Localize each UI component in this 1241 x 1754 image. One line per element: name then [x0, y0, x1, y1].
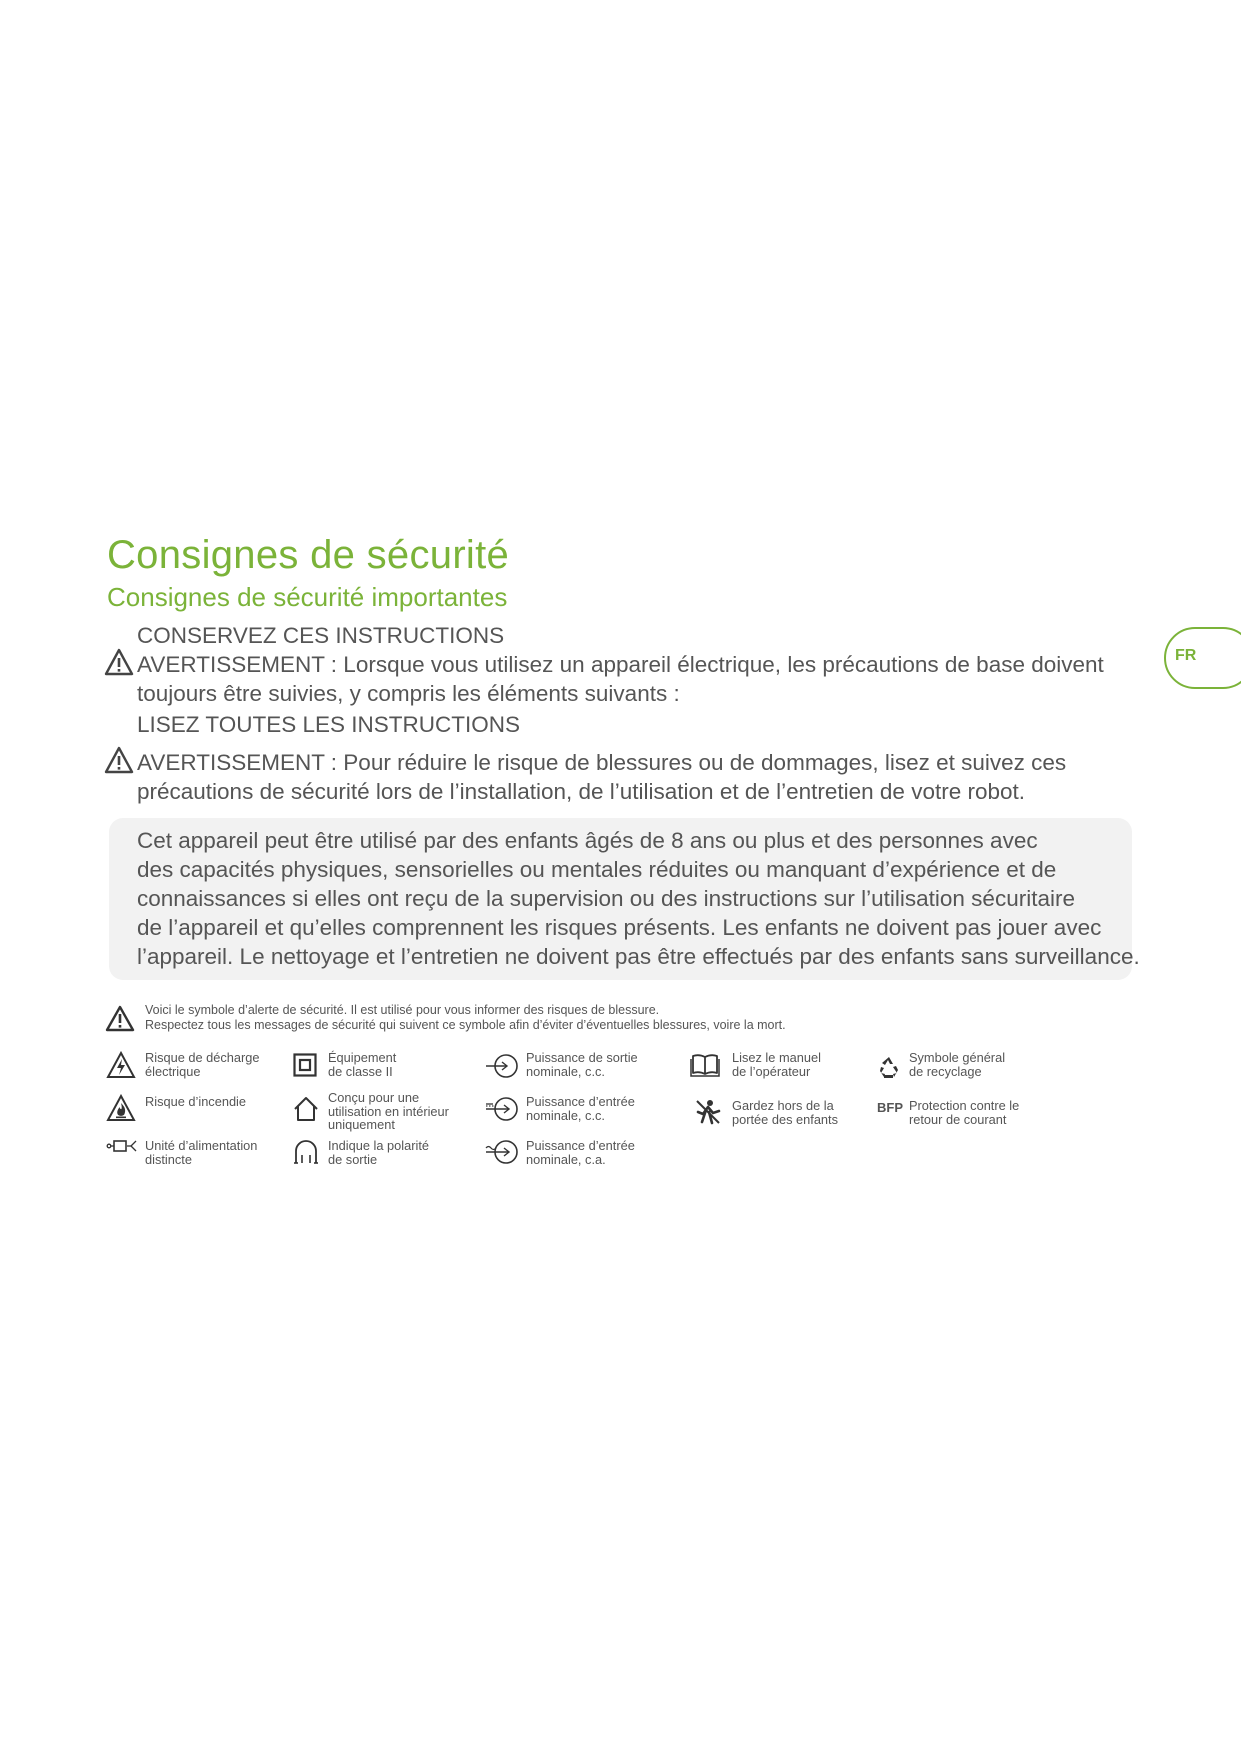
notice-line: l’appareil. Le nettoyage et l’entretien ne doivent pas être effectués par des enfants sans surveillance. — [137, 944, 1140, 969]
notice-line: connaissances si elles ont reçu de la supervision ou des instructions sur l’utilisation sécuritaire — [137, 886, 1075, 911]
symbol-label: Conçu pour une utilisation en intérieur uniquement — [328, 1090, 449, 1132]
symbol-label: Risque d’incendie — [145, 1094, 247, 1109]
page-subtitle: Consignes de sécurité importantes — [107, 582, 508, 612]
symbol-label: Puissance de sortie nominale, c.c. — [526, 1050, 638, 1079]
read-all-heading: LISEZ TOUTES LES INSTRUCTIONS — [137, 712, 520, 737]
safety-alert-text: Respectez tous les messages de sécurité qui suivent ce symbole afin d’éviter d’éventuelles blessures, voire la mort. — [145, 1018, 786, 1032]
electric-shock-warning-icon — [106, 1051, 136, 1079]
dc-input-icon — [484, 1096, 520, 1122]
notice-line: Cet appareil peut être utilisé par des enfants âgés de 8 ans ou plus et des personnes avec — [137, 828, 1038, 853]
page-title: Consignes de sécurité — [107, 533, 510, 577]
output-polarity-icon — [293, 1139, 319, 1165]
language-tab-label: FR — [1175, 647, 1197, 664]
bfp-icon: BFP — [877, 1100, 903, 1115]
keep-away-children-icon — [694, 1098, 722, 1126]
class-ii-equipment-icon — [293, 1053, 317, 1077]
recycling-icon — [876, 1054, 902, 1080]
warning-text-line: toujours être suivies, y compris les éléments suivants : — [137, 681, 680, 706]
separate-power-unit-icon — [106, 1139, 138, 1153]
notice-line: de l’appareil et qu’elles comprennent les risques présents. Les enfants ne doivent pas jouer avec — [137, 915, 1102, 940]
symbol-label: Puissance d’entrée nominale, c.a. — [526, 1138, 635, 1167]
symbol-label: Symbole général de recyclage — [909, 1050, 1006, 1079]
symbol-label: Puissance d’entrée nominale, c.c. — [526, 1094, 635, 1123]
notice-line: des capacités physiques, sensorielles ou mentales réduites ou manquant d’expérience et de — [137, 857, 1057, 882]
warning-text-line: AVERTISSEMENT : Pour réduire le risque de blessures ou de dommages, lisez et suivez ces — [137, 750, 1067, 775]
safety-alert-icon — [105, 1005, 135, 1032]
symbol-label: Unité d’alimentation distincte — [145, 1138, 258, 1167]
warning-icon — [104, 746, 134, 774]
safety-alert-text: Voici le symbole d’alerte de sécurité. Il est utilisé pour vous informer des risques de blessure. — [145, 1003, 660, 1017]
warning-text-line: précautions de sécurité lors de l’installation, de l’utilisation et de l’entretien de votre robot. — [137, 779, 1026, 804]
symbol-label: Protection contre le retour de courant — [909, 1098, 1020, 1127]
fire-warning-icon — [106, 1094, 136, 1122]
read-manual-icon — [690, 1053, 720, 1077]
save-instructions-heading: CONSERVEZ CES INSTRUCTIONS — [137, 623, 505, 648]
ac-input-icon — [484, 1139, 520, 1165]
symbol-label: Lisez le manuel de l’opérateur — [732, 1050, 821, 1079]
warning-text-line: AVERTISSEMENT : Lorsque vous utilisez un appareil électrique, les précautions de base doivent — [137, 652, 1104, 677]
symbol-label: Indique la polarité de sortie — [328, 1138, 430, 1167]
symbol-label: Gardez hors de la portée des enfants — [732, 1098, 839, 1127]
language-tab[interactable] — [1164, 627, 1241, 689]
indoor-use-icon — [292, 1095, 320, 1123]
warning-icon — [104, 648, 134, 676]
dc-output-icon — [484, 1053, 520, 1079]
symbol-label: Risque de décharge électrique — [145, 1050, 260, 1079]
symbol-label: Équipement de classe II — [328, 1050, 397, 1079]
